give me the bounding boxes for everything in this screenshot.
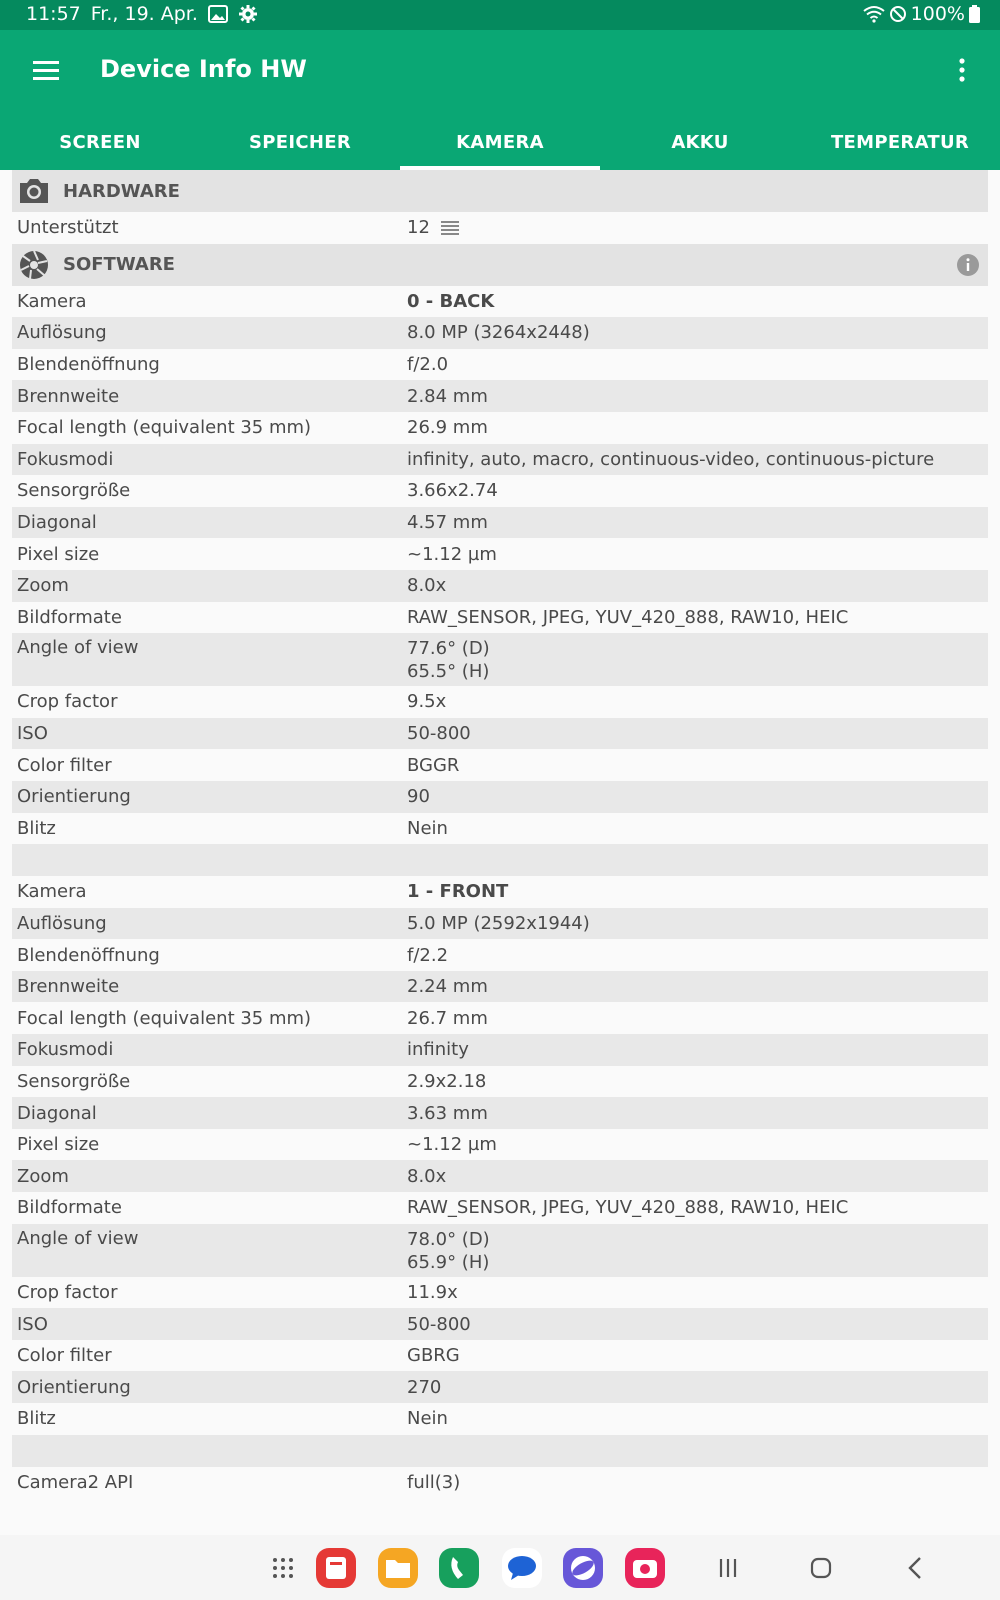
row-key: Diagonal [17, 512, 97, 534]
info-row [12, 971, 988, 1003]
info-row [12, 538, 988, 570]
row-value: 5.0 MP (2592x1944) [407, 912, 590, 934]
info-row [12, 686, 988, 718]
row-key: Camera2 API [17, 1471, 134, 1493]
status-bar [0, 0, 1000, 30]
row-value: 50-800 [407, 723, 471, 745]
row-value: 8.0x [407, 575, 447, 597]
row-value: 9.5x [407, 691, 447, 713]
row-value: GBRG [407, 1345, 460, 1367]
navigation-bar [0, 1535, 1000, 1600]
camera2-api-row [12, 1467, 988, 1499]
separator [12, 1435, 988, 1467]
hardware-section-title: HARDWARE [63, 180, 180, 202]
row-key: Angle of view [17, 637, 139, 659]
info-row [12, 1034, 988, 1066]
phone-app-icon[interactable] [438, 1547, 480, 1589]
row-value: ~1.12 µm [407, 1134, 497, 1156]
info-row [12, 349, 988, 381]
row-value: Nein [407, 817, 448, 839]
row-value [407, 1228, 988, 1274]
row-value: f/2.2 [407, 944, 449, 966]
info-row [12, 507, 988, 539]
info-row [12, 781, 988, 813]
row-value: ~1.12 µm [407, 543, 497, 565]
row-key: Crop factor [17, 691, 118, 713]
row-key: Crop factor [17, 1281, 118, 1303]
row-key: Zoom [17, 575, 69, 597]
camera-icon [17, 174, 51, 208]
software-section-header [12, 244, 988, 286]
front-camera-rows [12, 876, 988, 1435]
row-value: full(3) [407, 1471, 461, 1493]
tab-kamera[interactable]: KAMERA [400, 120, 600, 170]
row-key: Kamera [17, 881, 87, 903]
row-key: Blitz [17, 1408, 56, 1430]
info-row [12, 1129, 988, 1161]
row-key: Pixel size [17, 543, 100, 565]
app-title: Device Info HW [100, 55, 307, 83]
row-value: 90 [407, 786, 430, 808]
row-key: Fokusmodi [17, 448, 114, 470]
row-key: Fokusmodi [17, 1039, 114, 1061]
info-row [12, 1192, 988, 1224]
tab-screen[interactable]: SCREEN [59, 132, 141, 153]
menu-icon[interactable] [30, 54, 62, 86]
back-icon[interactable] [895, 1547, 937, 1589]
row-key: Focal length (equivalent 35 mm) [17, 1007, 312, 1029]
row-value [407, 637, 988, 683]
my-files-app-icon[interactable] [377, 1547, 419, 1589]
battery-percent: 100% [910, 3, 965, 25]
row-value: 1 - FRONT [407, 881, 509, 903]
info-row [12, 876, 988, 908]
row-key: ISO [17, 1313, 48, 1335]
info-row [12, 1340, 988, 1372]
row-value-line: 77.6° (D) [407, 638, 490, 660]
internet-app-icon[interactable] [562, 1547, 604, 1589]
row-value: 2.84 mm [407, 385, 488, 407]
row-key: Blitz [17, 817, 56, 839]
row-value: RAW_SENSOR, JPEG, YUV_420_888, RAW10, HEIC [407, 1197, 849, 1219]
row-value: RAW_SENSOR, JPEG, YUV_420_888, RAW10, HEIC [407, 606, 849, 628]
row-value: infinity [407, 1039, 469, 1061]
row-value: 50-800 [407, 1313, 471, 1335]
messages-app-icon[interactable] [501, 1547, 543, 1589]
settings-notification-icon [238, 4, 258, 24]
row-key: Color filter [17, 754, 112, 776]
row-value: 11.9x [407, 1281, 458, 1303]
info-row [12, 1308, 988, 1340]
hardware-supported-row [12, 212, 988, 244]
row-value: f/2.0 [407, 354, 449, 376]
row-key: Orientierung [17, 786, 131, 808]
info-row [12, 602, 988, 634]
tab-bar [0, 120, 1000, 170]
tab-speicher[interactable]: SPEICHER [249, 132, 351, 153]
info-row [12, 444, 988, 476]
app-drawer-icon[interactable] [262, 1547, 304, 1589]
row-key: Unterstützt [17, 217, 119, 239]
row-key: Focal length (equivalent 35 mm) [17, 417, 312, 439]
row-key: Kamera [17, 290, 87, 312]
row-value: 2.9x2.18 [407, 1070, 487, 1092]
info-row [12, 286, 988, 318]
info-icon[interactable] [956, 253, 980, 277]
do-not-disturb-icon [889, 5, 907, 23]
row-key: Sensorgröße [17, 1070, 131, 1092]
home-icon[interactable] [800, 1547, 842, 1589]
info-row [12, 1371, 988, 1403]
aperture-icon [17, 248, 51, 282]
tab-temperatur[interactable]: TEMPERATUR [830, 132, 970, 153]
row-key: Diagonal [17, 1102, 97, 1124]
row-value: 0 - BACK [407, 290, 495, 312]
row-value: 8.0x [407, 1165, 447, 1187]
row-key: Angle of view [17, 1227, 139, 1249]
gallery-notification-icon [208, 5, 228, 23]
row-key: Zoom [17, 1165, 69, 1187]
info-row [12, 813, 988, 845]
row-value: 12 [407, 217, 430, 239]
info-row [12, 475, 988, 507]
status-time: 11:57 [26, 3, 81, 25]
info-row [12, 633, 988, 686]
row-value-line: 65.9° (H) [407, 1251, 490, 1273]
row-value: BGGR [407, 754, 460, 776]
info-row [12, 317, 988, 349]
info-row [12, 1277, 988, 1309]
info-row [12, 1224, 988, 1277]
camera-app-icon[interactable] [624, 1547, 666, 1589]
row-key: Brennweite [17, 385, 120, 407]
software-section-title: SOFTWARE [63, 254, 175, 276]
tab-akku[interactable]: AKKU [671, 132, 729, 153]
app-bar [0, 30, 1000, 170]
camera-info-list [12, 170, 988, 1498]
info-row [12, 1403, 988, 1435]
row-key: Sensorgröße [17, 480, 131, 502]
row-key: Color filter [17, 1345, 112, 1367]
row-key: Auflösung [17, 322, 107, 344]
more-options-icon[interactable] [952, 54, 972, 86]
info-row [12, 380, 988, 412]
row-key: Brennweite [17, 976, 120, 998]
row-value-line: 65.5° (H) [407, 661, 490, 683]
separator [12, 844, 988, 876]
row-key: ISO [17, 723, 48, 745]
row-value: 8.0 MP (3264x2448) [407, 322, 590, 344]
row-value: 3.66x2.74 [407, 480, 498, 502]
info-row [12, 1066, 988, 1098]
info-row [12, 1097, 988, 1129]
info-row [12, 1160, 988, 1192]
status-date: Fr., 19. Apr. [90, 3, 198, 25]
hardware-section-header [12, 170, 988, 212]
list-icon[interactable] [440, 220, 460, 236]
row-key: Orientierung [17, 1376, 131, 1398]
back-camera-rows [12, 286, 988, 845]
wifi-icon [863, 5, 885, 23]
row-value: 26.7 mm [407, 1007, 488, 1029]
info-row [12, 908, 988, 940]
row-key: Blendenöffnung [17, 354, 160, 376]
row-value: 4.57 mm [407, 512, 488, 534]
row-value: 3.63 mm [407, 1102, 488, 1124]
row-value-line: 78.0° (D) [407, 1228, 490, 1250]
row-key: Pixel size [17, 1134, 100, 1156]
row-value: 2.24 mm [407, 976, 488, 998]
row-value: 26.9 mm [407, 417, 488, 439]
recent-apps-icon[interactable] [707, 1547, 749, 1589]
info-row [12, 749, 988, 781]
info-row [12, 939, 988, 971]
row-key: Auflösung [17, 912, 107, 934]
row-key: Bildformate [17, 1197, 122, 1219]
row-value: infinity, auto, macro, continuous-video, continuous-picture [407, 448, 935, 470]
info-row [12, 1002, 988, 1034]
battery-icon [969, 5, 980, 23]
row-key: Bildformate [17, 606, 122, 628]
info-row [12, 570, 988, 602]
info-row [12, 412, 988, 444]
info-row [12, 718, 988, 750]
row-value: Nein [407, 1408, 448, 1430]
row-key: Blendenöffnung [17, 944, 160, 966]
row-value: 270 [407, 1376, 442, 1398]
notes-app-icon[interactable] [315, 1547, 357, 1589]
